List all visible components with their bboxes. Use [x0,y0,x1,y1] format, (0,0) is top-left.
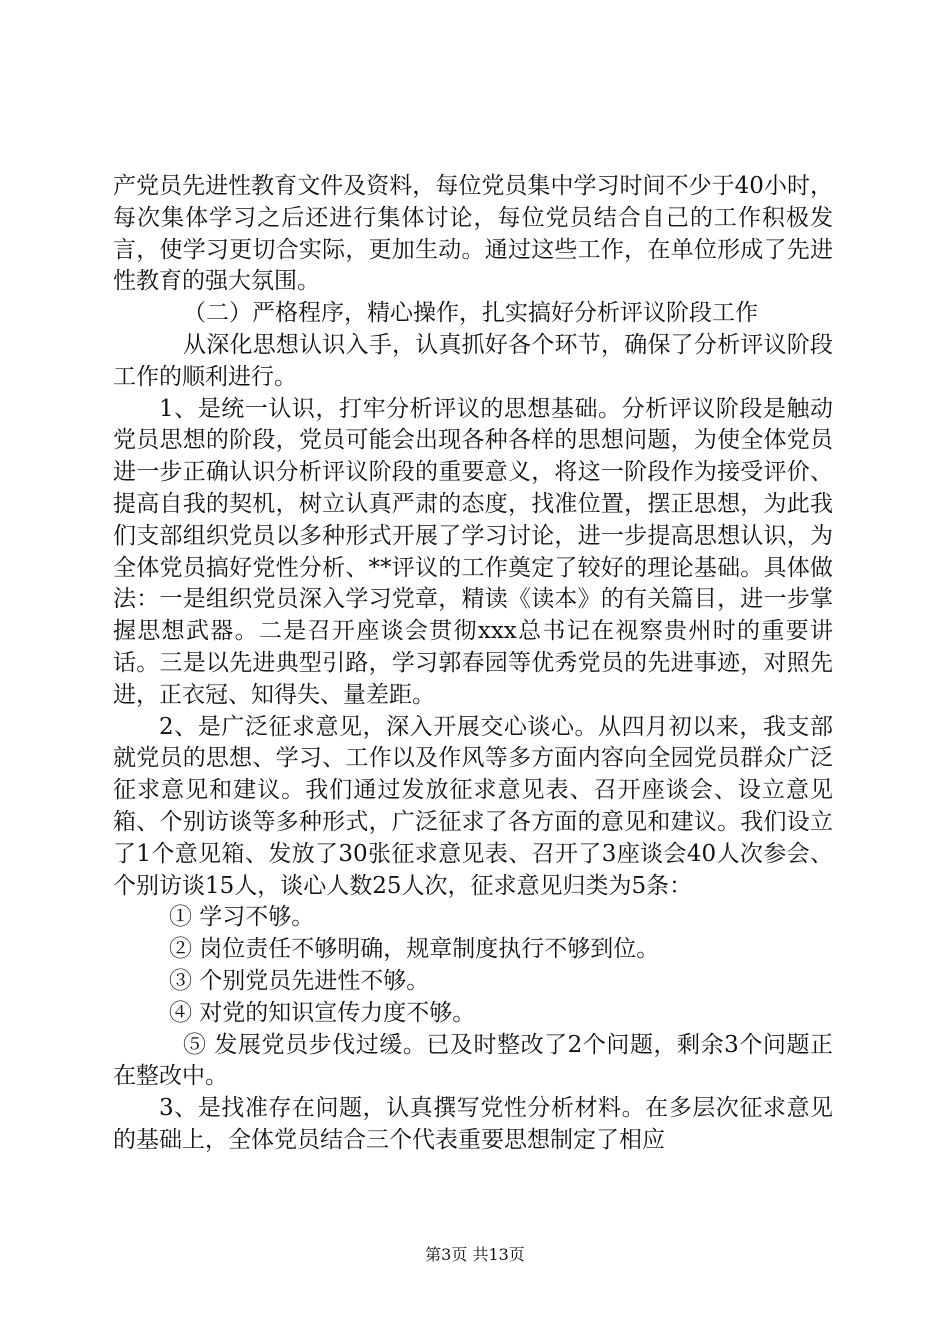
list-item-1: ① 学习不够。 [169,904,315,931]
section-heading: （二）严格程序，精心操作，扎实搞好分析评议阶段工作 [183,300,758,327]
list-item-2: ② 岗位责任不够明确，规章制度执行不够到位。 [169,936,660,963]
paragraph-continuation: 产党员先进性教育文件及资料，每位党员集中学习时间不少于40小时，每次集体学习之后还进行集体讨论，每位党员结合自己的工作积极发言，使学习更切合实际，更加生动。通过这些工作，在单位形成了先进性教育的强大氛围。 [113,173,833,295]
paragraph-item-2: 2、是广泛征求意见，深入开展交心谈心。从四月初以来，我支部就党员的思想、学习、工作以及作风等多方面内容向全园党员群众广泛征求意见和建议。我们通过发放征求意见表、召开座谈会、设立意见箱、个别访谈等多种形式，广泛征求了各方面的意见和建议。我们设立了1个意见箱、发放了30张征求意见表、召开了3座谈会40人次参会、个别访谈15人，谈心人数25人次，征求意见归类为5条： [113,713,833,899]
page-footer: 第3页 共13页 [425,1245,525,1264]
list-item-5: ⑤ 发展党员步伐过缓。已及时整改了2个问题，剩余3个问题正在整改中。 [113,1031,833,1090]
paragraph-intro: 从深化思想认识入手，认真抓好各个环节，确保了分析评议阶段工作的顺利进行。 [113,331,833,390]
document-body [113,171,833,1157]
paragraph-item-3: 3、是找准存在问题，认真撰写党性分析材料。在多层次征求意见的基础上，全体党员结合三个代表重要思想制定了相应 [113,1095,833,1153]
list-item-4: ④ 对党的知识宣传力度不够。 [169,999,476,1026]
paragraph-item-1: 1、是统一认识，打牢分析评议的思想基础。分析评议阶段是触动党员思想的阶段，党员可能会出现各种各样的思想问题，为使全体党员进一步正确认识分析评议阶段的重要意义，将这一阶段作为接受评价、提高自我的契机，树立认真严肃的态度，找准位置，摆正思想，为此我们支部组织党员以多种形式开展了学习讨论，进一步提高思想认识，为全体党员搞好党性分析、**评议的工作奠定了较好的理论基础。具体做法：一是组织党员深入学习党章，精读《读本》的有关篇目，进一步掌握思想武器。二是召开座谈会贯彻xxx总书记在视察贵州时的重要讲话。三是以先进典型引路，学习郭春园等优秀党员的先进事迹，对照先进，正衣冠、知得失、量差距。 [113,395,833,708]
list-item-3: ③ 个别党员先进性不够。 [169,967,430,994]
